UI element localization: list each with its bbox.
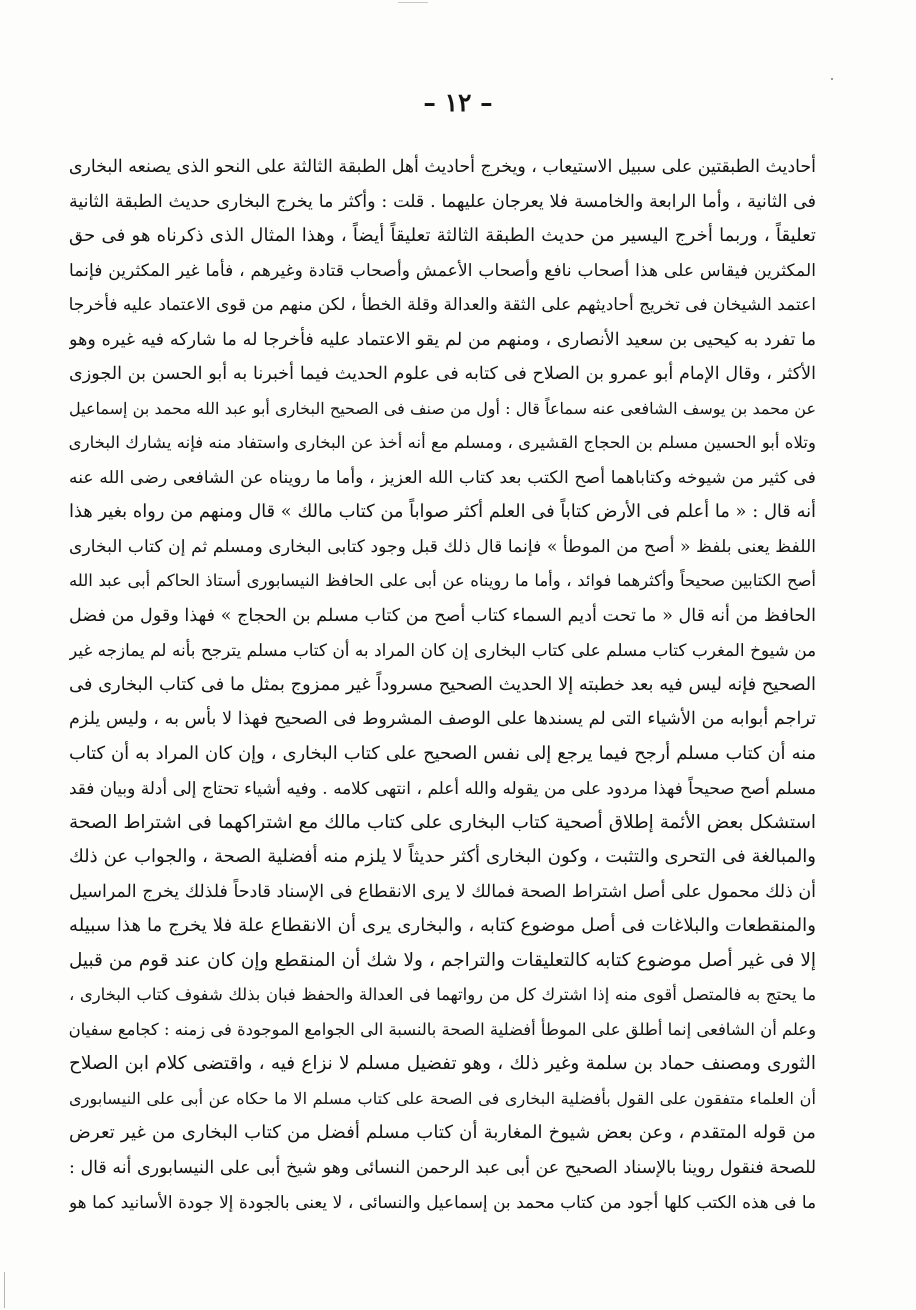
text-line: أصح الكتابين صحيحاً وأكثرهما فوائد ، وأما ما رويناه عن أبى على الحافظ النيسابورى أستاذ الحاكم أبى عبد الله <box>69 571 816 590</box>
body-text <box>69 150 816 1220</box>
text-line: وعلم أن الشافعى إنما أطلق على الموطأ أفضلية الصحة بالنسبة الى الجوامع الموجودة فى زمنه : كجامع سفيان <box>69 1019 816 1039</box>
text-line: المكثرين فيقاس على هذا أصحاب نافع وأصحاب الأعمش وأصحاب قتادة وغيرهم ، فأما غير المكثرين فإنما <box>69 260 816 281</box>
text-line: الصحيح فإنه ليس فيه بعد خطبته إلا الحديث الصحيح مسروداً غير ممزوج بمثل ما فى كتاب البخارى فى <box>69 673 816 695</box>
text-line: تراجم أبوابه من الأشياء التى لم يسندها على الوصف المشروط فى الصحيح فهذا لا بأس به ، وليس يلزم <box>69 709 816 729</box>
text-line: أن ذلك محمول على أصل اشتراط الصحة فمالك لا يرى الانقطاع فى الإسناد قادحاً فلذلك يخرج المراسيل <box>69 881 816 902</box>
text-line: للصحة فنقول روينا بالإسناد الصحيح عن أبى عبد الرحمن النسائى وهو شيخ أبى على النيسابورى أنه قال : <box>69 1157 816 1178</box>
text-line: منه أن كتاب مسلم أرجح فيما يرجع إلى نفس الصحيح على كتاب البخارى ، وإن كان المراد به أن كتاب <box>69 742 816 764</box>
text-line: الحافظ من أنه قال « ما تحت أديم السماء كتاب أصح من كتاب مسلم بن الحجاج » فهذا وقول من فضل <box>69 605 816 626</box>
page-number: – ١٢ – <box>423 88 493 117</box>
text-line: والمبالغة فى التحرى والتثبت ، وكون البخارى أكثر حديثاً لا يلزم منه أفضلية الصحة ، والجواب عن ذلك <box>69 846 816 867</box>
text-line: اللفظ يعنى بلفظ « أصح من الموطأ » فإنما قال ذلك قبل وجود كتابى البخارى ومسلم ثم إن كتاب البخارى <box>69 536 816 557</box>
text-line: الأكثر ، وقال الإمام أبو عمرو بن الصلاح فى كتابه فى علوم الحديث فيما أخبرنا به أبو الحسن بن الجوزى <box>69 364 816 384</box>
text-line: من شيوخ المغرب كتاب مسلم على كتاب البخارى إن كان المراد به أن كتاب مسلم يترجح بأنه لم يمازجه غير <box>69 640 816 660</box>
text-line: عن محمد بن يوسف الشافعى عنه سماعاً قال : أول من صنف فى الصحيح البخارى أبو عبد الله محمد بن إسماعيل <box>69 398 816 418</box>
margin-rule <box>4 1272 5 1308</box>
text-line: اعتمد الشيخان فى تخريج أحاديثهم على الثقة والعدالة وقلة الخطأ ، لكن منهم من قوى الاعتماد عليه فأخرجا <box>69 295 816 315</box>
text-line: ما يحتج به فالمتصل أقوى منه إذا اشترك كل من رواتهما فى العدالة والحفظ فبان بذلك شفوف كتاب البخارى ، <box>69 985 816 1004</box>
text-line: أنه قال : « ما أعلم فى الأرض كتاباً فى العلم أكثر صواباً من كتاب مالك » قال ومنهم من رواه بغير هذا <box>69 501 816 522</box>
text-line: من قوله المتقدم ، وعن بعض شيوخ المغاربة أن كتاب مسلم أفضل من كتاب البخارى من غير تعرض <box>69 1122 816 1143</box>
text-line: استشكل بعض الأئمة إطلاق أصحية كتاب البخارى على كتاب مالك مع اشتراكهما فى اشتراط الصحة <box>69 811 816 833</box>
scan-speck <box>831 78 833 80</box>
text-line: فى كثير من شيوخه وكتاباهما أصح الكتب بعد كتاب الله العزيز ، وأما ما رويناه عن الشافعى رضى الله عنه <box>69 467 816 488</box>
text-line: وتلاه أبو الحسين مسلم بن الحجاج القشيرى ، ومسلم مع أنه أخذ عن البخارى واستفاد منه فإنه يشارك البخارى <box>69 433 816 452</box>
text-line: تعليقاً ، وربما أخرج اليسير من حديث الطبقة الثالثة تعليقاً أيضاً ، وهذا المثال الذى ذكرناه هو فى حق <box>69 225 816 246</box>
top-rule <box>398 2 428 3</box>
text-line: الثورى ومصنف حماد بن سلمة وغير ذلك ، وهو تفضيل مسلم لا نزاع فيه ، واقتضى كلام ابن الصلاح <box>69 1053 816 1074</box>
text-line: والمنقطعات والبلاغات فى أصل موضوع كتابه ، والبخارى يرى أن الانقطاع علة فلا يخرج ما هذا سبيله <box>69 915 816 936</box>
text-line: مسلم أصح صحيحاً فهذا مردود على من يقوله والله أعلم ، انتهى كلامه . وفيه أشياء تحتاج إلى أدلة وبيان فقد <box>69 778 816 798</box>
text-line: إلا فى غير أصل موضوع كتابه كالتعليقات والتراجم ، ولا شك أن المنقطع وإن كان عند قوم من قبيل <box>69 949 816 971</box>
text-line: ما تفرد به كيحيى بن سعيد الأنصارى ، ومنهم من لم يقو الاعتماد عليه فأخرجا له ما شاركه فيه غيره وهو <box>69 329 816 350</box>
text-line: أحاديث الطبقتين على سبيل الاستيعاب ، ويخرج أحاديث أهل الطبقة الثالثة على النحو الذى يصنعه البخارى <box>69 157 816 177</box>
text-line: فى الثانية ، وأما الرابعة والخامسة فلا يعرجان عليهما . قلت : وأكثر ما يخرج البخارى حديث الطبقة الثانية <box>69 191 816 212</box>
text-line: ما فى هذه الكتب كلها أجود من كتاب محمد بن إسماعيل والنسائى ، لا يعنى بالجودة إلا جودة الأسانيد كما هو <box>69 1192 816 1212</box>
text-line: أن العلماء متفقون على القول بأفضلية البخارى فى الصحة على كتاب مسلم الا ما حكاه عن أبى على النيسابورى <box>69 1088 816 1108</box>
